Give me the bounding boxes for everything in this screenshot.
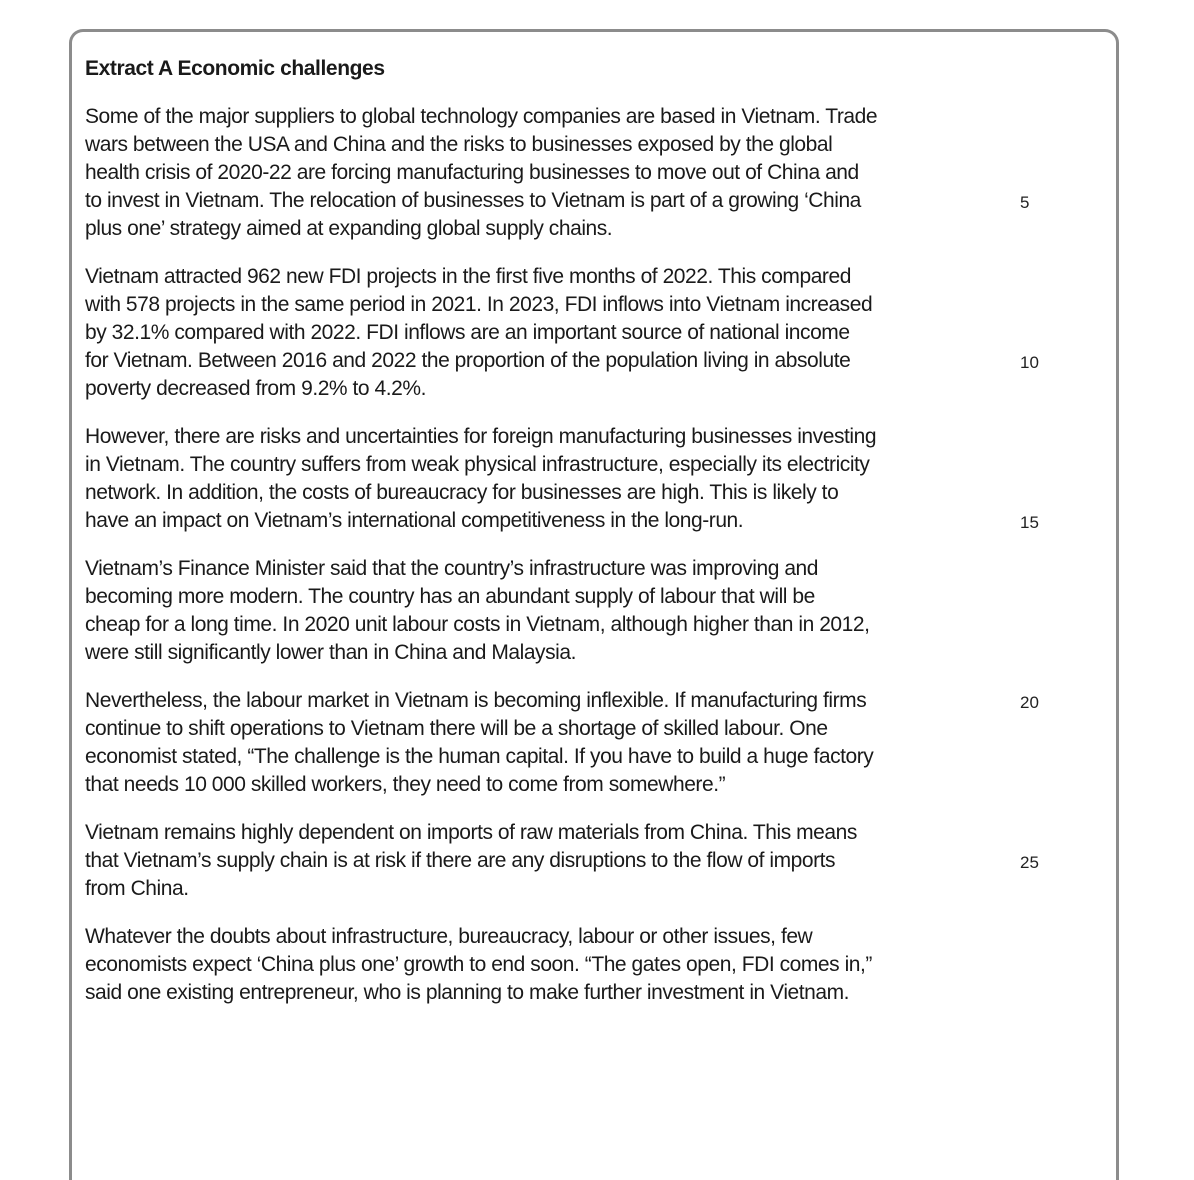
line-number: 20 — [1020, 693, 1039, 712]
text-line: Vietnam remains highly dependent on imports of raw materials from China. This means — [85, 821, 857, 844]
text-line: for Vietnam. Between 2016 and 2022 the proportion of the population living in absolute — [85, 349, 851, 372]
text-line: However, there are risks and uncertainties for foreign manufacturing businesses investing — [85, 425, 877, 448]
text-line: by 32.1% compared with 2022. FDI inflows are an important source of national income — [85, 321, 850, 344]
line-number: 10 — [1020, 353, 1039, 372]
text-line: that needs 10 000 skilled workers, they need to come from somewhere.” — [85, 773, 726, 796]
paragraph-7 — [85, 923, 985, 1007]
text-line: cheap for a long time. In 2020 unit labour costs in Vietnam, although higher than in 2012, — [85, 613, 870, 636]
paragraph-1 — [85, 103, 985, 243]
paragraph-2 — [85, 263, 985, 403]
text-line: wars between the USA and China and the risks to businesses exposed by the global — [85, 133, 833, 156]
text-line: to invest in Vietnam. The relocation of businesses to Vietnam is part of a growing ‘China — [85, 189, 861, 212]
text-line: with 578 projects in the same period in 2021. In 2023, FDI inflows into Vietnam increased — [85, 293, 873, 316]
text-line: Nevertheless, the labour market in Vietnam is becoming inflexible. If manufacturing firms — [85, 689, 867, 712]
text-line: from China. — [85, 877, 189, 900]
text-line: Some of the major suppliers to global technology companies are based in Vietnam. Trade — [85, 105, 878, 128]
extract-title: Extract A Economic challenges — [85, 57, 385, 80]
text-line: becoming more modern. The country has an abundant supply of labour that will be — [85, 585, 815, 608]
text-line: that Vietnam’s supply chain is at risk if there are any disruptions to the flow of imports — [85, 849, 836, 872]
text-line: said one existing entrepreneur, who is planning to make further investment in Vietnam. — [85, 981, 850, 1004]
text-line: health crisis of 2020-22 are forcing manufacturing businesses to move out of China and — [85, 161, 859, 184]
text-line: continue to shift operations to Vietnam there will be a shortage of skilled labour. One — [85, 717, 828, 740]
text-line: Vietnam’s Finance Minister said that the country’s infrastructure was improving and — [85, 557, 819, 580]
line-number: 15 — [1020, 513, 1039, 532]
text-line: in Vietnam. The country suffers from weak physical infrastructure, especially its electricity — [85, 453, 870, 476]
paragraph-4 — [85, 555, 985, 667]
text-line: plus one’ strategy aimed at expanding global supply chains. — [85, 217, 613, 240]
line-number: 5 — [1020, 193, 1030, 212]
text-line: economist stated, “The challenge is the human capital. If you have to build a huge factory — [85, 745, 874, 768]
text-line: have an impact on Vietnam’s international competitiveness in the long-run. — [85, 509, 744, 532]
text-line: network. In addition, the costs of bureaucracy for businesses are high. This is likely to — [85, 481, 839, 504]
text-line: were still significantly lower than in China and Malaysia. — [85, 641, 576, 664]
paragraph-3 — [85, 423, 985, 535]
line-number: 25 — [1020, 853, 1039, 872]
text-line: economists expect ‘China plus one’ growth to end soon. “The gates open, FDI comes in,” — [85, 953, 872, 976]
text-line: poverty decreased from 9.2% to 4.2%. — [85, 377, 426, 400]
paragraph-5 — [85, 687, 985, 799]
paragraph-6 — [85, 819, 985, 903]
text-line: Whatever the doubts about infrastructure, bureaucracy, labour or other issues, few — [85, 925, 813, 948]
text-line: Vietnam attracted 962 new FDI projects in the first five months of 2022. This compared — [85, 265, 851, 288]
